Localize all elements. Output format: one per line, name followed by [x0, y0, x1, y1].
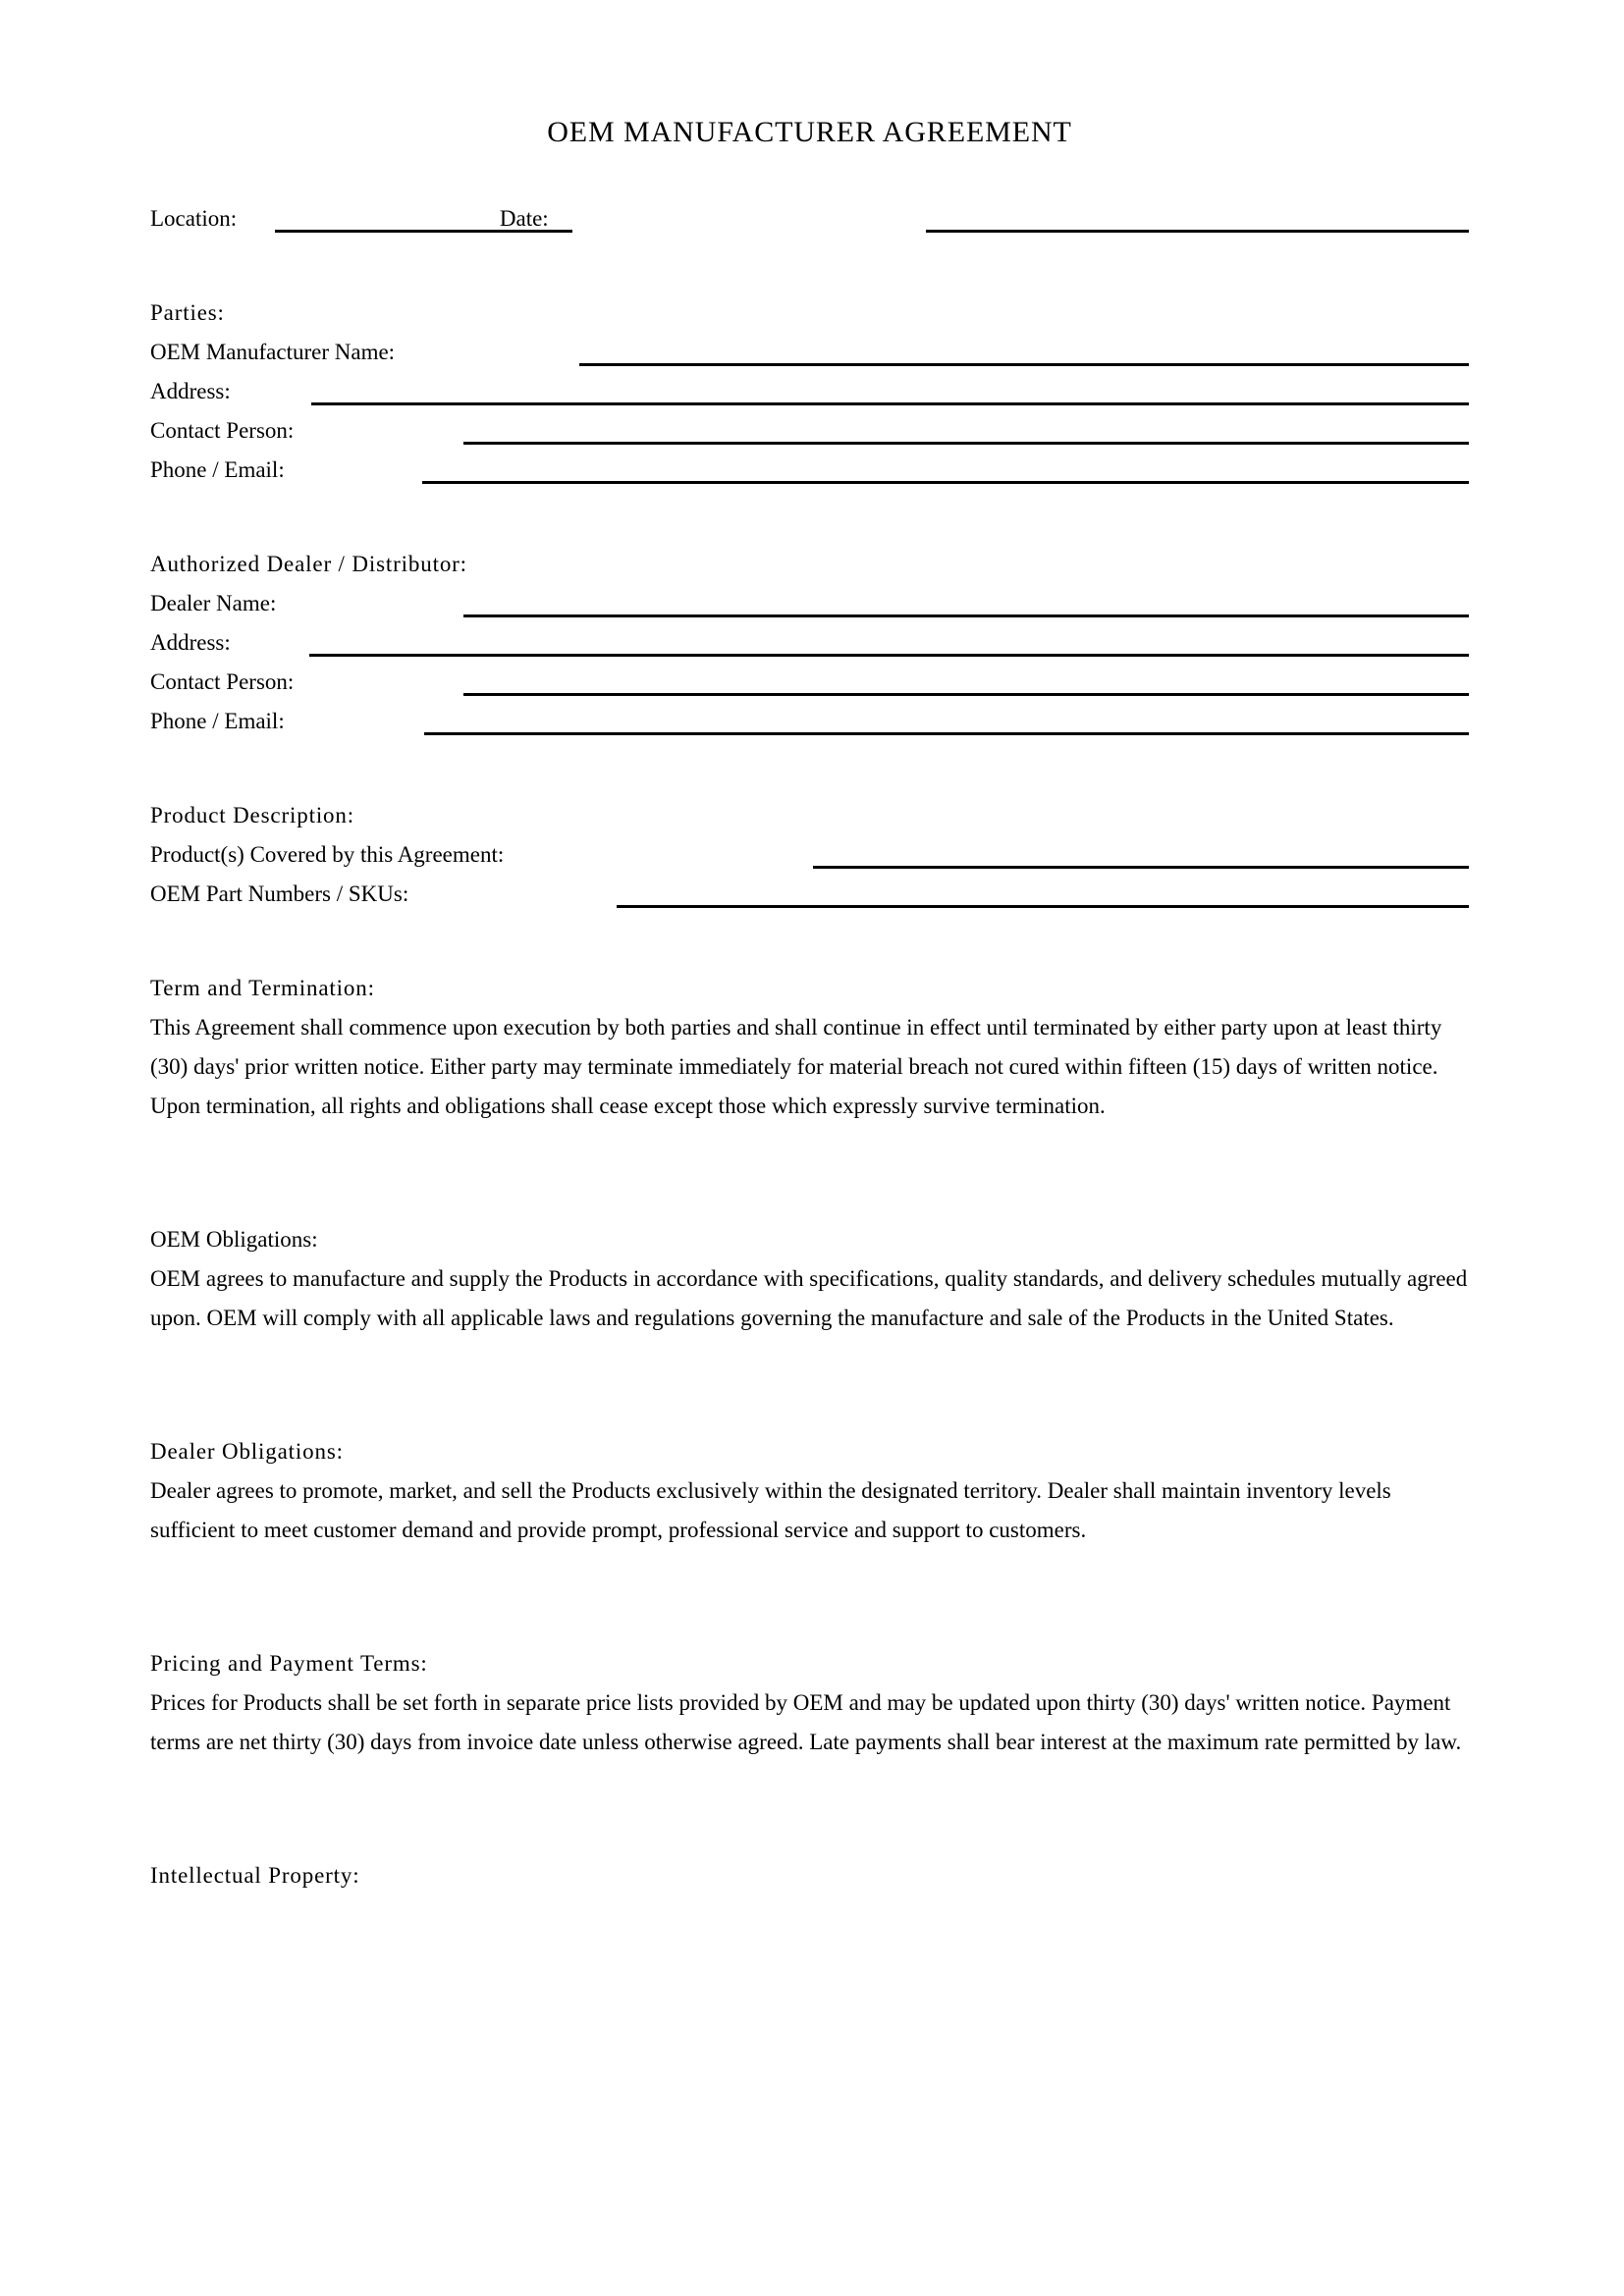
field-input-rule[interactable] — [617, 905, 1469, 908]
field-input-rule[interactable] — [463, 442, 1469, 445]
field-label: OEM Manufacturer Name: — [150, 340, 396, 364]
spacer — [150, 741, 1469, 796]
section-heading-intellectual-property: Intellectual Property: — [150, 1863, 360, 1888]
spacer — [150, 1126, 1469, 1220]
field-oem-phone-email — [150, 451, 1469, 490]
field-input-rule[interactable] — [422, 481, 1469, 484]
spacer — [150, 1550, 1469, 1644]
spacer — [150, 490, 1469, 545]
section-heading-oem-obligations: OEM Obligations: — [150, 1227, 318, 1252]
field-dealer-address — [150, 623, 1469, 663]
section-heading-pricing-and-payment-terms: Pricing and Payment Terms: — [150, 1651, 428, 1676]
date-input-rule[interactable] — [926, 230, 1469, 233]
field-input-rule[interactable] — [424, 732, 1469, 735]
product-description-heading: Product Description: — [150, 803, 354, 828]
dealer-heading: Authorized Dealer / Distributor: — [150, 552, 467, 576]
field-label: OEM Part Numbers / SKUs: — [150, 881, 409, 906]
field-input-rule[interactable] — [579, 363, 1469, 366]
field-input-rule[interactable] — [463, 614, 1469, 617]
field-oem-contact-person — [150, 411, 1469, 451]
section-heading-dealer-obligations: Dealer Obligations: — [150, 1439, 344, 1464]
section-body-oem-obligations: OEM agrees to manufacture and supply the Products in accordance with specifications, quality standards, and delivery schedules mutually agreed upon. OEM will comply with all applicable laws and regulations governing the manufacture and sale of the Products in the United States. — [150, 1266, 1468, 1330]
field-dealer-name — [150, 584, 1469, 623]
field-oem-manufacturer-name — [150, 333, 1469, 372]
spacer — [150, 914, 1469, 969]
spacer — [150, 1338, 1469, 1432]
field-label: Address: — [150, 630, 231, 655]
field-label: Address: — [150, 379, 231, 403]
document-content — [150, 0, 1469, 1896]
field-input-rule[interactable] — [463, 693, 1469, 696]
location-input-rule[interactable] — [275, 230, 572, 233]
parties-heading: Parties: — [150, 300, 225, 325]
section-body-dealer-obligations: Dealer agrees to promote, market, and sell the Products exclusively within the designated territory. Dealer shall maintain inventory levels sufficient to meet customer demand and provide prompt, professional service and support to customers. — [150, 1478, 1391, 1542]
field-input-rule[interactable] — [309, 654, 1469, 657]
field-label: Phone / Email: — [150, 457, 285, 482]
field-label: Contact Person: — [150, 418, 295, 443]
section-body-pricing-and-payment-terms: Prices for Products shall be set forth in separate price lists provided by OEM and may be updated upon thirty (30) days' written notice. Payment terms are net thirty (30) days from invoice date unless otherwise agreed. Late payments shall bear interest at the maximum rate permitted by law. — [150, 1690, 1462, 1754]
spacer — [150, 1762, 1469, 1856]
section-heading-term-and-termination: Term and Termination: — [150, 976, 375, 1000]
date-label: Date: — [499, 206, 549, 231]
field-dealer-contact-person — [150, 663, 1469, 702]
field-label: Dealer Name: — [150, 591, 277, 615]
field-oem-part-numbers — [150, 875, 1469, 914]
field-input-rule[interactable] — [813, 866, 1469, 869]
field-products-covered — [150, 835, 1469, 875]
field-input-rule[interactable] — [311, 402, 1469, 405]
section-body-term-and-termination: This Agreement shall commence upon execution by both parties and shall continue in effect until terminated by either party upon at least thirty (30) days' prior written notice. Either party may terminate immediately for material breach not cured within fifteen (15) days of written notice. Upon termination, all rights and obligations shall cease except those which expressly survive termination. — [150, 1015, 1442, 1118]
field-dealer-phone-email — [150, 702, 1469, 741]
page-title: OEM MANUFACTURER AGREEMENT — [547, 116, 1072, 148]
location-label: Location: — [150, 206, 238, 231]
spacer — [150, 239, 1469, 294]
field-oem-address — [150, 372, 1469, 411]
field-label: Contact Person: — [150, 669, 295, 694]
field-label: Product(s) Covered by this Agreement: — [150, 842, 505, 867]
location-date-row — [150, 199, 1469, 239]
spacer — [150, 150, 1469, 199]
field-label: Phone / Email: — [150, 709, 285, 733]
